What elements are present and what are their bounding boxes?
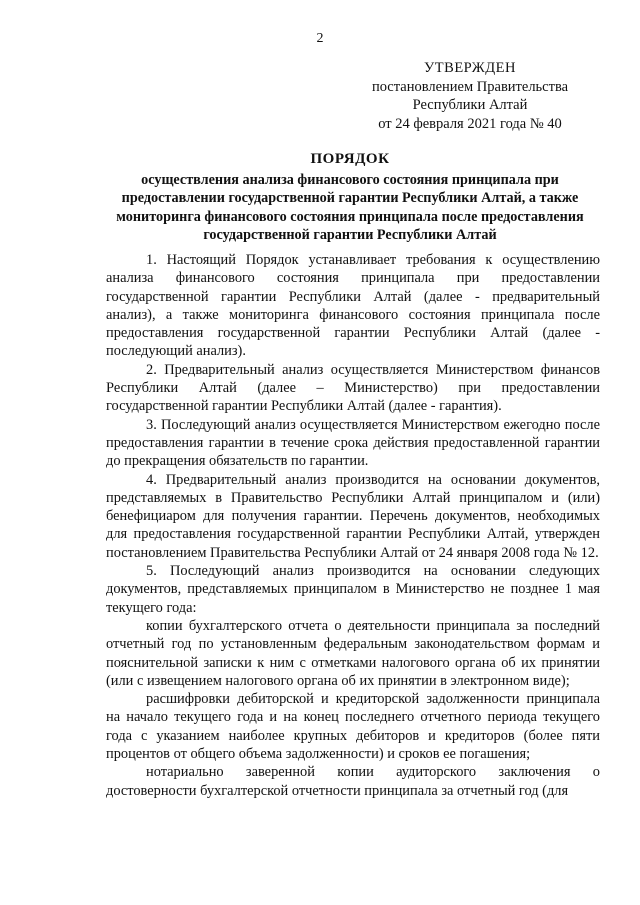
paragraph-5: 5. Последующий анализ производится на основании следующих документов, представляемых принципалом в Министерство не позднее 1 мая текущего года: [106,563,600,616]
paragraph-3: 3. Последующий анализ осуществляется Министерством ежегодно после предоставления гарантии в течение срока действия предоставленной гарантии до прекращения обязательств по гарантии. [106,416,600,470]
paragraph-2: 2. Предварительный анализ осуществляется Министерством финансов Республики Алтай (далее – Министерство) при предоставлении государственной гарантии Республики Алтай (далее - гарантия). [106,361,600,415]
approval-line-2: Республики Алтай [412,97,528,113]
page-number: 2 [316,31,324,46]
approval-line-3: от 24 февраля 2021 года № 40 [378,115,562,132]
list-item-audit-report: нотариально заверенной копии аудиторского заключения о достоверности бухгалтерской отчетности принципала за отчетный год (для [106,764,600,799]
title-heading: ПОРЯДОК [310,151,390,167]
approval-status: УТВЕРЖДЕН [424,60,516,76]
approval-line-1: постановлением Правительства [371,78,569,95]
approval-stamp [340,59,600,133]
document-title [100,150,600,244]
title-subtitle: осуществления анализа финансового состояния принципала при предоставлении государственной гарантии Республики Алтай, а также мониторинга финансового состояния принципала после предоставления государственной гарантии Республики Алтай [116,172,584,243]
list-item-receivables-payables: расшифровки дебиторской и кредиторской задолженности принципала на начало текущего года и на конец последнего отчетного периода текущего года с указанием наиболее крупных дебиторов и кредиторов (более пяти процентов от общего объема задолженности) и сроков ее погашения; [106,691,600,763]
document-body [106,251,600,800]
list-item-accounting-report: копии бухгалтерского отчета о деятельности принципала за последний отчетный год по установленным федеральным законодательством формам и пояснительной записки к ним с отметками налогового органа об их принятии (или с извещением налогового органа об их принятии в электронном виде); [106,617,600,689]
paragraph-4: 4. Предварительный анализ производится на основании документов, представляемых в Правительство Республики Алтай принципалом и (или) бенефициаром для получения гарантии. Перечень документов, необходимых для предоставления государственной гарантии Республики Алтай, утвержден постановлением Правительства Республики Алтай от 24 января 2008 года № 12. [106,471,600,561]
paragraph-1: 1. Настоящий Порядок устанавливает требования к осуществлению анализа финансового состояния принципала при предоставлении государственной гарантии Республики Алтай (далее - предварительный анализ), а также мониторинга финансового состояния принципала после предоставления государственной гарантии Республики Алтай (далее - последующий анализ). [106,252,600,360]
